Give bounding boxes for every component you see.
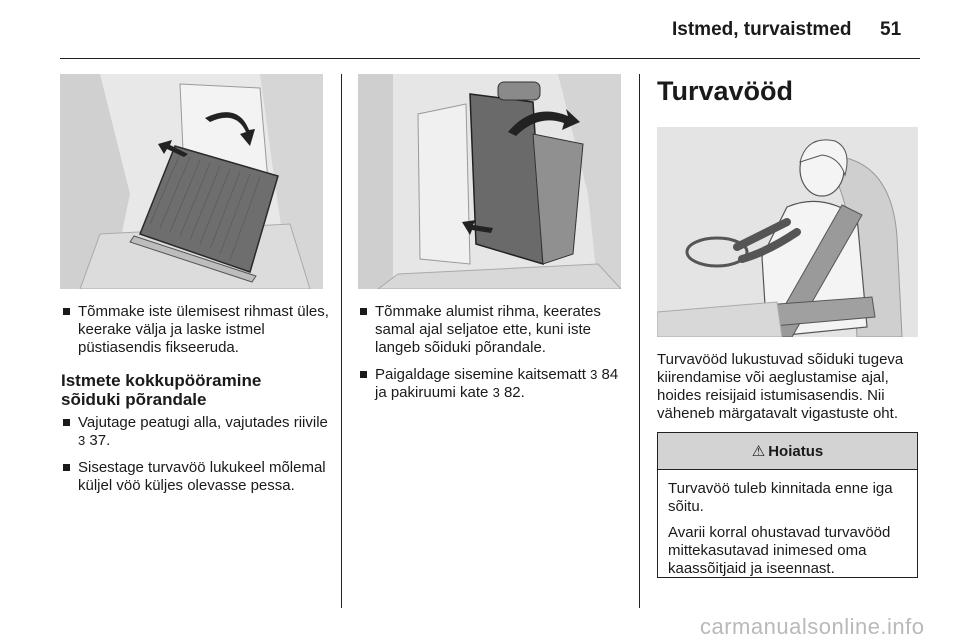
- header-rule: [60, 58, 920, 59]
- ref-symbol: 3: [78, 433, 86, 448]
- middle-bullet-list: [358, 303, 626, 411]
- illustration-seatbelt: [657, 127, 918, 337]
- list-item: Sisestage turvavöö lukukeel mõlemal küljel vöö küljes olevasse pessa.: [61, 459, 329, 495]
- page-ref-link[interactable]: 37: [89, 432, 107, 449]
- header-title: Istmed, turvaistmed: [672, 19, 852, 40]
- list-item: Tõmmake iste ülemisest rihmast üles, keerake välja ja laske istmel püstiasendis fikseeruda.: [61, 303, 329, 357]
- column-divider-right: [639, 74, 640, 608]
- list-item-text: .: [520, 384, 525, 401]
- list-item-text: Paigaldage sisemine kaitsematt: [375, 366, 586, 383]
- illustration-seat-unfold: [60, 74, 323, 289]
- watermark: carmanualsonline.info: [700, 614, 925, 639]
- left-bullet-list-2: [61, 414, 329, 504]
- list-item-text: Vajutage peatugi alla, vajutades riivile: [78, 414, 328, 431]
- page-number: 51: [880, 19, 902, 40]
- ref-symbol: 3: [492, 385, 500, 400]
- warning-body: [658, 470, 917, 578]
- page-ref-link[interactable]: 82: [503, 384, 521, 401]
- warning-header: [658, 433, 917, 470]
- left-bullet-list: [61, 303, 329, 366]
- illustration-seat-fold: [358, 74, 621, 289]
- section-title: Turvavööd: [657, 76, 794, 106]
- list-item: [358, 366, 626, 402]
- warning-box: [657, 432, 918, 578]
- list-item: Tõmmake alumist rihma, keerates samal ajal seljatoe ette, kuni iste langeb sõiduki põrandale.: [358, 303, 626, 357]
- list-item: Vajutage peatugi alla, vajutades riivile 3 37.: [61, 414, 329, 450]
- warning-triangle-icon: ⚠: [751, 443, 766, 460]
- page-ref-link[interactable]: 84: [601, 366, 619, 383]
- warning-title: Hoiatus: [768, 442, 824, 460]
- ref-symbol: 3: [590, 367, 598, 382]
- list-item-text: ja pakiruumi kate: [375, 384, 489, 401]
- column-divider-left: [341, 74, 342, 608]
- warning-paragraph: Turvavöö tuleb kinnitada enne iga sõitu.: [668, 480, 893, 515]
- warning-paragraph: Avarii korral ohustavad turvavööd mittekasutavad inimesed oma kaassõitjaid ja iseennast.: [668, 524, 891, 577]
- intro-paragraph: Turvavööd lukustuvad sõiduki tugeva kiirendamise või aeglustamise ajal, hoides reisijaid istumisasendis. Nii väheneb märgatavalt vigastuste oht.: [657, 351, 904, 422]
- subheading: Istmete kokkupööramine sõiduki põrandale: [61, 371, 262, 409]
